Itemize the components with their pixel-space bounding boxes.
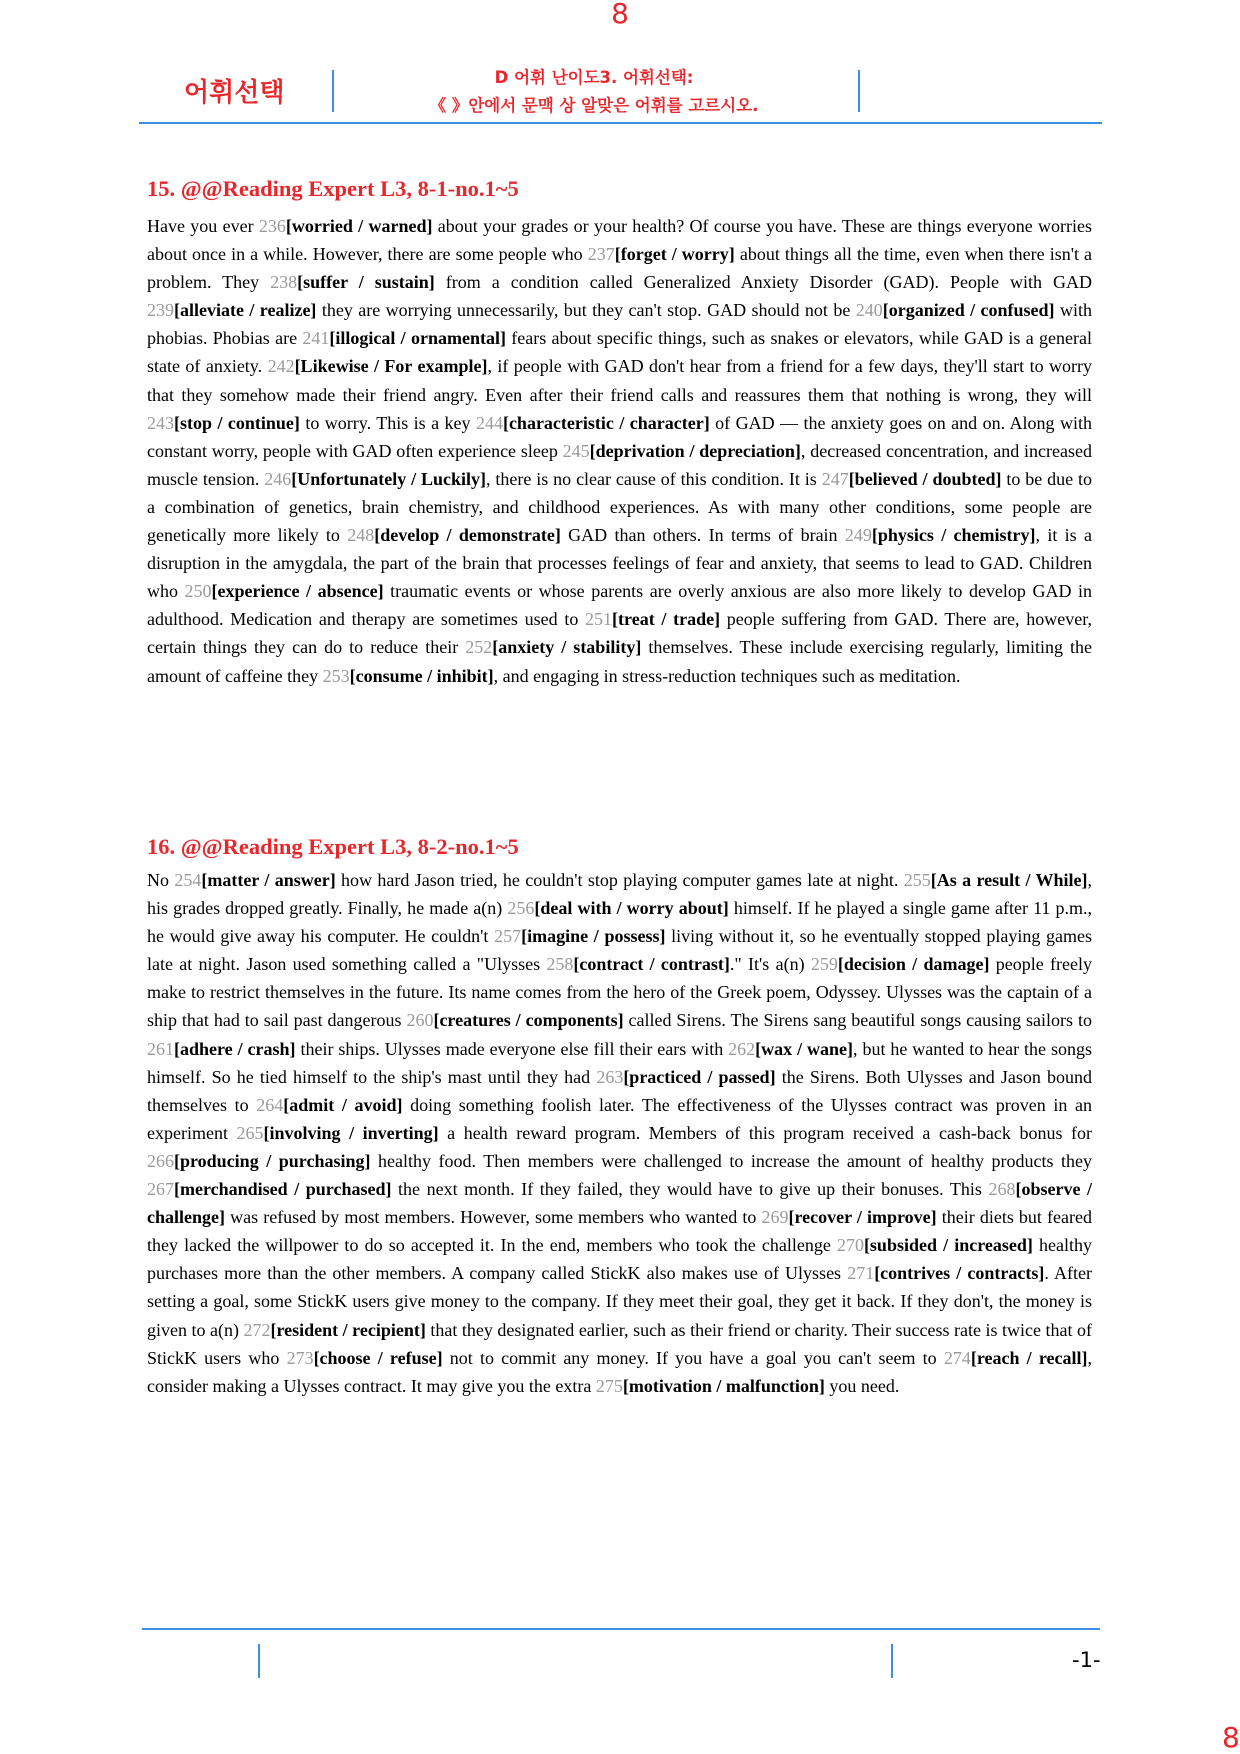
section-15-passage	[147, 212, 1092, 690]
choice-options: [believed / doubted]	[848, 468, 1002, 489]
instruction-line-2: 《 》안에서 문맥 상 알맞은 어휘를 고르시오.	[429, 96, 759, 115]
passage-text: a health reward program. Members of this program received a cash-back bonus for	[438, 1122, 1092, 1143]
passage-text: about things all the time, even when there isn't a problem. They	[147, 244, 1092, 293]
choice-options: [decision / damage]	[837, 954, 990, 975]
passage-text: the next month. If they failed, they would have to give up their bonuses. This	[391, 1179, 989, 1200]
passage-text: , his grades dropped greatly. Finally, he made a(n)	[147, 870, 1092, 919]
question-number: 240	[855, 300, 883, 321]
passage-text: No	[147, 870, 175, 890]
question-number: 270	[836, 1235, 864, 1256]
footer-rule	[142, 1628, 1100, 1630]
question-number: 253	[322, 665, 350, 686]
question-number: 243	[147, 412, 174, 433]
passage-text: , if people with GAD don't hear from a friend for a few days, they'll start to worry that they somehow made their friend angry. Even after their friend calls and reassures them that nothing is wrong, they will	[147, 356, 1092, 405]
question-number: 258	[546, 954, 574, 975]
passage-text: was refused by most members. However, some members who wanted to	[225, 1207, 762, 1228]
passage-text: their diets but feared they lacked the willpower to do so accepted it. In the end, members who took the challenge	[147, 1207, 1092, 1256]
passage-text: , there is no clear cause of this condition. It is	[486, 468, 822, 489]
question-number: 251	[585, 609, 613, 630]
passage-text: , decreased concentration, and increased muscle tension.	[147, 440, 1092, 489]
passage-text: , consider making a Ulysses contract. It may give you the extra	[147, 1347, 1093, 1396]
passage-text: to be due to a combination of genetics, brain chemistry, and childhood experiences. As with many other conditions, some people are genetically more likely to	[147, 468, 1092, 546]
footer-divider-left	[258, 1644, 260, 1678]
choice-options: [creatures / components]	[433, 1010, 624, 1031]
choice-options: [choose / refuse]	[313, 1347, 443, 1368]
question-number: 274	[943, 1347, 971, 1368]
question-number: 271	[847, 1263, 875, 1284]
question-number: 236	[258, 216, 286, 236]
section-16-title: 16. @@Reading Expert L3, 8-2-no.1~5	[147, 834, 519, 859]
choice-options: [wax / wane]	[755, 1038, 854, 1059]
instruction-line-1: D 어휘 난이도3. 어휘선택:	[494, 68, 694, 87]
question-number: 264	[256, 1094, 284, 1115]
choice-options: [stop / continue]	[174, 412, 300, 433]
question-number: 247	[821, 468, 849, 489]
choice-options: [Unfortunately / Luckily]	[291, 468, 487, 489]
passage-text: how hard Jason tried, he couldn't stop playing computer games late at night.	[335, 870, 904, 890]
choice-options: [consume / inhibit]	[349, 665, 494, 686]
section-16-passage	[147, 866, 1092, 1400]
passage-text: doing something foolish later. The effectiveness of the Ulysses contract was proven in an experiment	[147, 1094, 1092, 1143]
passage-text: traumatic events or whose parents are overly anxious are also more likely to develop GAD in adulthood. Medication and therapy are sometimes used to	[147, 581, 1093, 630]
question-number: 273	[286, 1347, 314, 1368]
choice-options: [admit / avoid]	[283, 1094, 403, 1115]
passage-text: , but he wanted to hear the songs himself. So he tied himself to the ship's mast until they had	[147, 1038, 1092, 1087]
passage-text: they are worrying unnecessarily, but they can't stop. GAD should not be	[316, 300, 856, 321]
passage-text: called Sirens. The Sirens sang beautiful songs causing sailors to	[623, 1010, 1092, 1031]
choice-options: [treat / trade]	[612, 609, 721, 630]
choice-options: [characteristic / character]	[502, 412, 710, 433]
question-number: 248	[347, 525, 375, 546]
question-number: 275	[595, 1375, 623, 1396]
choice-options: [develop / demonstrate]	[374, 525, 561, 546]
passage-text: of GAD — the anxiety goes on and on. Along with constant worry, people with GAD often experience sleep	[147, 412, 1092, 461]
question-number: 244	[475, 412, 503, 433]
passage-text: themselves. These include exercising regularly, limiting the amount of caffeine they	[147, 637, 1092, 686]
choice-options: [As a result / While]	[930, 870, 1088, 890]
question-number: 249	[844, 525, 872, 546]
passage-text: people suffering from GAD. There are, however, certain things they can do to reduce their	[147, 609, 1093, 658]
question-number: 266	[147, 1150, 174, 1171]
passage-text: healthy food. Then members were challenged to increase the amount of healthy products they	[370, 1150, 1093, 1171]
choice-options: [contract / contrast]	[573, 954, 730, 975]
question-number: 255	[903, 870, 931, 890]
choice-options: [practiced / passed]	[623, 1066, 776, 1087]
passage-text: about your grades or your health? Of course you have. These are things everyone worries about once in a while. However, there are some people who	[147, 216, 1093, 265]
question-number: 261	[147, 1038, 174, 1059]
choice-options: [adhere / crash]	[174, 1038, 296, 1059]
choice-options: [merchandised / purchased]	[174, 1179, 392, 1200]
choice-options: [deprivation / depreciation]	[589, 440, 801, 461]
passage-text: fears about specific things, such as snakes or elevators, while GAD is a general state of anxiety.	[147, 328, 1092, 377]
choice-options: [alleviate / realize]	[174, 300, 317, 321]
passage-text: , and engaging in stress-reduction techniques such as meditation.	[493, 665, 961, 686]
choice-options: [Likewise / For example]	[294, 356, 488, 377]
footer-divider-right	[891, 1644, 893, 1678]
passage-text: with phobias. Phobias are	[147, 300, 1092, 349]
question-number: 262	[728, 1038, 756, 1059]
choice-options: [subsided / increased]	[863, 1235, 1033, 1256]
question-number: 256	[507, 898, 535, 919]
choice-options: [observe / challenge]	[147, 1179, 1093, 1228]
choice-options: [motivation / malfunction]	[622, 1375, 825, 1396]
question-number: 263	[596, 1066, 624, 1087]
choice-options: [contrives / contracts]	[874, 1263, 1045, 1284]
question-number: 242	[267, 356, 295, 377]
question-number: 268	[988, 1179, 1016, 1200]
passage-text: that they designated earlier, such as their friend or charity. Their success rate is twice that of StickK users who	[147, 1319, 1092, 1368]
question-number: 267	[147, 1179, 174, 1200]
passage-text: healthy purchases more than the other members. A company called StickK also makes use of Ulysses	[147, 1235, 1092, 1284]
question-number: 241	[302, 328, 330, 349]
question-number: 260	[406, 1010, 434, 1031]
passage-text: living without it, so he eventually stopped playing games late at night. Jason used something called a "Ulysses	[147, 926, 1092, 975]
choice-options: [forget / worry]	[614, 244, 735, 265]
passage-text: their ships. Ulysses made everyone else fill their ears with	[295, 1038, 729, 1059]
question-number: 237	[587, 244, 615, 265]
choice-options: [producing / purchasing]	[174, 1150, 371, 1171]
page-number-top: 8	[611, 0, 629, 30]
choice-options: [suffer / sustain]	[297, 272, 435, 293]
passage-text: you need.	[824, 1375, 900, 1396]
question-number: 265	[236, 1122, 264, 1143]
question-number: 239	[147, 300, 174, 321]
choice-options: [imagine / possess]	[521, 926, 666, 947]
choice-options: [worried / warned]	[285, 216, 433, 236]
question-number: 272	[243, 1319, 271, 1340]
header-instruction	[334, 64, 854, 120]
question-number: 259	[810, 954, 838, 975]
passage-text: from a condition called Generalized Anxiety Disorder (GAD). People with GAD	[434, 272, 1092, 293]
choice-options: [reach / recall]	[970, 1347, 1088, 1368]
question-number: 238	[270, 272, 298, 293]
question-number: 269	[761, 1207, 789, 1228]
question-number: 246	[264, 468, 292, 489]
passage-text: people freely make to restrict themselves in the future. Its name comes from the hero of the Greek poem, Odyssey. Ulysses was the captain of a ship that had to sail past dangerous	[147, 954, 1092, 1031]
passage-text: not to commit any money. If you have a goal you can't seem to	[442, 1347, 944, 1368]
choice-options: [involving / inverting]	[263, 1122, 439, 1143]
passage-text: GAD than others. In terms of brain	[560, 525, 845, 546]
passage-text: Have you ever	[147, 216, 259, 236]
choice-options: [physics / chemistry]	[871, 525, 1036, 546]
choice-options: [illogical / ornamental]	[329, 328, 506, 349]
question-number: 245	[562, 440, 590, 461]
choice-options: [resident / recipient]	[270, 1319, 426, 1340]
choice-options: [organized / confused]	[882, 300, 1055, 321]
passage-text: to worry. This is a key	[299, 412, 476, 433]
question-number: 250	[184, 581, 212, 602]
choice-options: [experience / absence]	[211, 581, 384, 602]
passage-text: . After setting a goal, some StickK users give money to the company. If they meet their goal, they get it back. If they don't, the money is given to a(n)	[147, 1263, 1092, 1340]
section-15-title: 15. @@Reading Expert L3, 8-1-no.1~5	[147, 176, 519, 201]
header-divider-right	[858, 70, 860, 112]
passage-text: himself. If he played a single game after 11 p.m., he would give away his computer. He couldn't	[147, 898, 1093, 947]
page-number-bottom: 8	[1222, 1721, 1240, 1754]
question-number: 257	[494, 926, 522, 947]
question-number: 252	[465, 637, 493, 658]
passage-text: ." It's a(n)	[729, 954, 811, 975]
choice-options: [recover / improve]	[788, 1207, 937, 1228]
header-rule	[139, 122, 1102, 124]
choice-options: [matter / answer]	[201, 870, 336, 890]
passage-text: , it is a disruption in the amygdala, the part of the brain that processes feelings of fear and anxiety, that seems to lead to GAD. Children who	[147, 525, 1092, 602]
question-number: 254	[174, 870, 202, 890]
choice-options: [anxiety / stability]	[492, 637, 642, 658]
passage-text: the Sirens. Both Ulysses and Jason bound themselves to	[147, 1066, 1093, 1115]
footer-page-number: -1-	[1072, 1648, 1101, 1672]
choice-options: [deal with / worry about]	[534, 898, 729, 919]
header-title: 어휘선택	[184, 78, 285, 108]
